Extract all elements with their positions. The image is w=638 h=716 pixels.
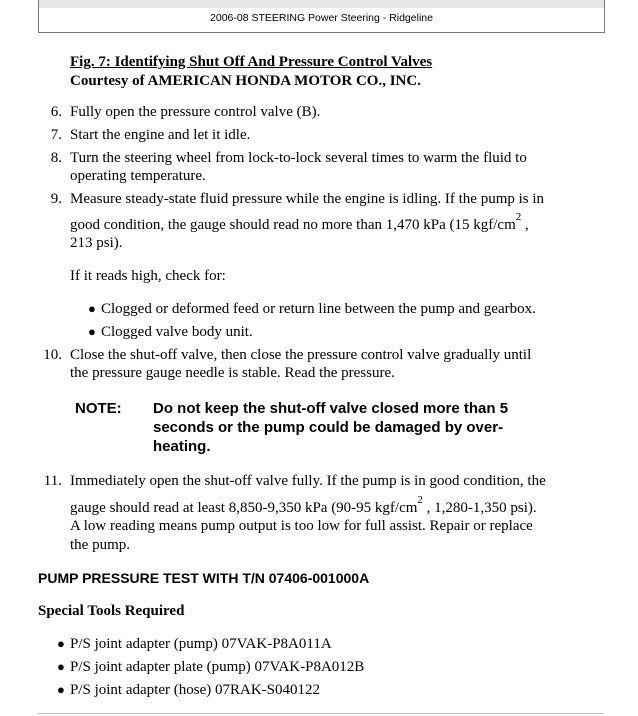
step-text-part: , [521, 217, 529, 233]
step-number: 10. [43, 347, 62, 363]
step-text: Start the engine and let it idle. [70, 127, 251, 143]
note-text: Do not keep the shut-off valve closed more than 5 [153, 400, 509, 417]
step-text-part: good condition, the gauge should read no more than 1,470 kPa (15 kgf/cm [70, 217, 516, 233]
superscript: 2 [417, 494, 423, 506]
step-number: 8. [50, 150, 62, 166]
step-number: 11. [43, 473, 62, 489]
note-text: heating. [153, 438, 211, 455]
step-text: Close the shut-off valve, then close the pressure control valve gradually until [70, 347, 532, 363]
step-text-part: , 1,280-1,350 psi). [422, 500, 537, 516]
step-number: 7. [50, 127, 62, 143]
step-text [70, 494, 537, 518]
step-text: Immediately open the shut-off valve fully. If the pump is in good condition, the [70, 473, 546, 489]
check-intro: If it reads high, check for: [70, 268, 226, 284]
step-text [70, 211, 529, 235]
step-text: Measure steady-state fluid pressure while the engine is idling. If the pump is in [70, 191, 545, 207]
section-heading: PUMP PRESSURE TEST WITH T/N 07406-001000A [38, 570, 370, 586]
bullet-icon: ● [88, 324, 96, 339]
tool-item: P/S joint adapter plate (pump) 07VAK-P8A012B [70, 659, 365, 675]
list-item: Clogged valve body unit. [101, 324, 253, 340]
note-label: NOTE: [75, 400, 122, 417]
tool-item: P/S joint adapter (pump) 07VAK-P8A011A [70, 636, 332, 652]
step-text: the pump. [70, 537, 130, 553]
step-text: Fully open the pressure control valve (B). [70, 104, 321, 120]
bullet-icon: ● [57, 682, 65, 697]
step-text: 213 psi). [70, 235, 123, 251]
header-title: 2006-08 STEERING Power Steering - Ridgeline [210, 12, 433, 24]
page-header [38, 8, 605, 33]
superscript: 2 [515, 211, 522, 223]
note-text: seconds or the pump could be damaged by over- [153, 419, 504, 436]
step-text-part: gauge should read at least 8,850-9,350 kPa (90-95 kgf/cm [70, 500, 418, 516]
step-number: 9. [50, 191, 62, 207]
figure-caption: Fig. 7: Identifying Shut Off And Pressure Control Valves [70, 54, 433, 70]
step-text: Turn the steering wheel from lock-to-lock several times to warm the fluid to [70, 150, 527, 166]
tool-item: P/S joint adapter (hose) 07RAK-S040122 [70, 682, 320, 698]
step-text: A low reading means pump output is too low for full assist. Repair or replace [70, 518, 533, 534]
bullet-icon: ● [57, 636, 65, 651]
bullet-icon: ● [88, 301, 96, 316]
bottom-divider [38, 713, 603, 714]
figure-courtesy: Courtesy of AMERICAN HONDA MOTOR CO., INC. [70, 73, 421, 89]
step-number: 6. [50, 104, 62, 120]
step-text: the pressure gauge needle is stable. Read the pressure. [70, 365, 395, 381]
bullet-icon: ● [57, 659, 65, 674]
list-item: Clogged or deformed feed or return line between the pump and gearbox. [101, 301, 536, 317]
section-subheading: Special Tools Required [38, 603, 185, 619]
step-text: operating temperature. [70, 168, 206, 184]
